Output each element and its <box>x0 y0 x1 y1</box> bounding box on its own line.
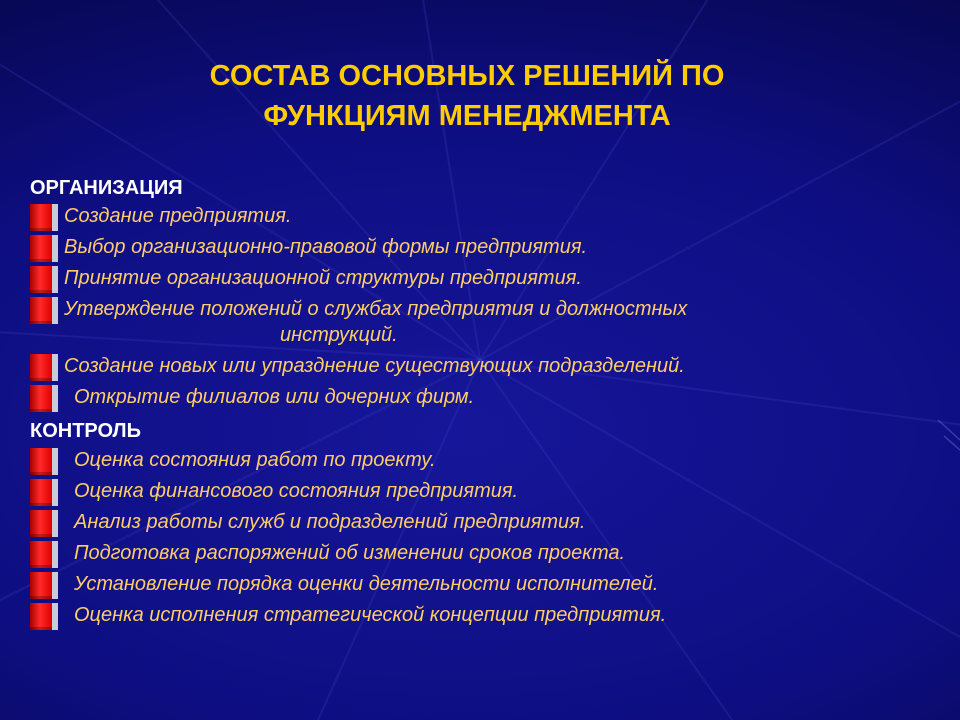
bullet-square-icon <box>30 510 58 537</box>
list-item-text: Принятие организационной структуры предприятия. <box>64 267 582 289</box>
bullet-square-icon <box>30 235 58 262</box>
list-item-text: Подготовка распоряжений об изменении сроков проекта. <box>74 542 626 564</box>
bullet-square-icon <box>30 266 58 293</box>
bullet-square-icon <box>30 572 58 599</box>
bullet-square-icon <box>30 603 58 630</box>
section-heading-organization: ОРГАНИЗАЦИЯ <box>30 177 183 199</box>
list-item-text: Анализ работы служб и подразделений предприятия. <box>74 511 586 533</box>
bullet-square-icon <box>30 204 58 231</box>
slide-title <box>0 56 934 136</box>
section-heading-control: КОНТРОЛЬ <box>30 420 141 442</box>
list-item-text-continuation: инструкций. <box>280 324 398 346</box>
list-item-text: Выбор организационно-правовой формы предприятия. <box>64 236 588 258</box>
list-item-text: Оценка состояния работ по проекту. <box>74 449 436 471</box>
bullet-square-icon <box>30 541 58 568</box>
list-item-text: Открытие филиалов или дочерних фирм. <box>74 386 475 408</box>
title-line-1: СОСТАВ ОСНОВНЫХ РЕШЕНИЙ ПО <box>209 60 725 92</box>
bullet-square-icon <box>30 354 58 381</box>
bullet-square-icon <box>30 448 58 475</box>
bullet-square-icon <box>30 479 58 506</box>
bullet-square-icon <box>30 297 58 324</box>
title-line-2: ФУНКЦИЯМ МЕНЕДЖМЕНТА <box>263 100 671 132</box>
list-item-text: Утверждение положений о службах предприятия и должностных <box>64 298 688 320</box>
list-item-text: Установление порядка оценки деятельности исполнителей. <box>74 573 659 595</box>
bullet-square-icon <box>30 385 58 412</box>
list-item-text: Создание новых или упразднение существующих подразделений. <box>64 355 685 377</box>
list-item-text: Оценка финансового состояния предприятия. <box>74 480 519 502</box>
list-item-text: Создание предприятия. <box>64 205 292 227</box>
list-item-text: Оценка исполнения стратегической концепции предприятия. <box>74 604 667 626</box>
